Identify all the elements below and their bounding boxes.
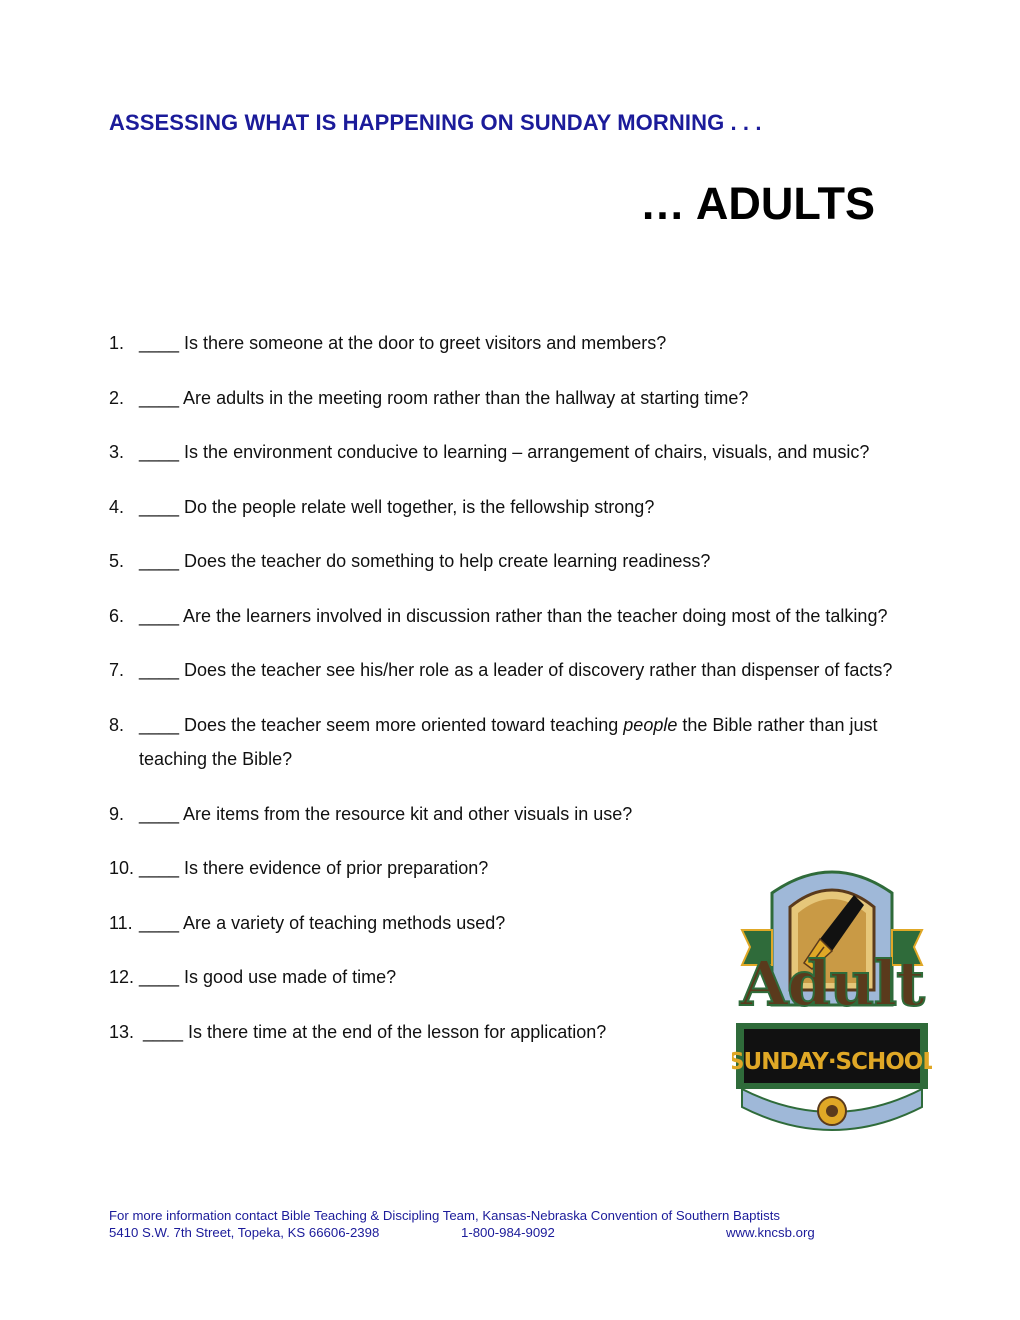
question-text: ____ Are items from the resource kit and other visuals in use? [139,803,633,824]
question-text: ____ Are adults in the meeting room rather than the hallway at starting time? [139,387,749,408]
question-number: 6. [109,605,125,626]
question-text: ____ Does the teacher see his/her role as a leader of discovery rather than dispenser of facts? [139,660,893,680]
footer-contact-line: For more information contact Bible Teaching & Discipling Team, Kansas-Nebraska Convention of Southern Baptists [109,1208,780,1223]
logo-graphic [732,855,932,1153]
question-item [109,797,909,832]
question-text: ____ Is there someone at the door to greet visitors and members? [139,333,667,353]
adult-sunday-school-logo [732,855,932,1153]
question-item [109,708,909,777]
question-text: ____ Is good use made of time? [139,967,397,987]
question-text: ____ Are a variety of teaching methods used? [139,912,506,933]
footer-website[interactable]: www.kncsb.org [726,1225,815,1240]
footer-address: 5410 S.W. 7th Street, Topeka, KS 66606-2398 [109,1225,380,1240]
question-item [109,490,909,525]
question-number: 1. [109,333,125,353]
question-text: ____ Is there evidence of prior preparation? [139,858,489,878]
logo-word-sunday-school: SUNDAY·SCHOOL [732,1049,932,1075]
question-emphasis: people [623,714,678,735]
question-item [109,326,909,361]
question-number: 3. [109,442,125,462]
question-text: ____ Is there time at the end of the lesson for application? [143,1021,607,1042]
question-item [109,599,909,634]
question-number: 10. [109,858,135,878]
question-number: 5. [109,551,125,571]
question-number: 7. [109,660,125,680]
footer-phone: 1-800-984-9092 [461,1225,555,1240]
page-subtitle: … ADULTS [640,178,875,229]
question-number: 12. [109,967,135,987]
question-text: ____ Are the learners involved in discussion rather than the teacher doing most of the talking? [139,605,888,626]
question-text-after: the Bible rather than just teaching the Bible? [139,714,878,769]
question-item [109,381,909,416]
question-number: 8. [109,714,125,735]
question-item [109,653,909,688]
question-number: 11. [109,912,133,933]
question-number: 2. [109,387,125,408]
question-text-before: ____ Does the teacher seem more oriented toward teaching [139,714,624,735]
question-item [109,544,909,579]
question-text: ____ Does the teacher do something to help create learning readiness? [139,551,711,571]
question-item [109,435,909,470]
question-number: 4. [109,496,125,517]
question-text: ____ Do the people relate well together, is the fellowship strong? [139,496,655,517]
footer [109,1207,849,1241]
question-text [139,715,877,770]
question-number: 13. [109,1021,135,1042]
question-number: 9. [109,803,125,824]
footer-address-row [109,1224,849,1241]
question-text: ____ Is the environment conducive to learning – arrangement of chairs, visuals, and music? [139,442,870,462]
logo-word-adult: Adult [740,947,924,1020]
page-title: ASSESSING WHAT IS HAPPENING ON SUNDAY MORNING . . . [109,110,762,135]
